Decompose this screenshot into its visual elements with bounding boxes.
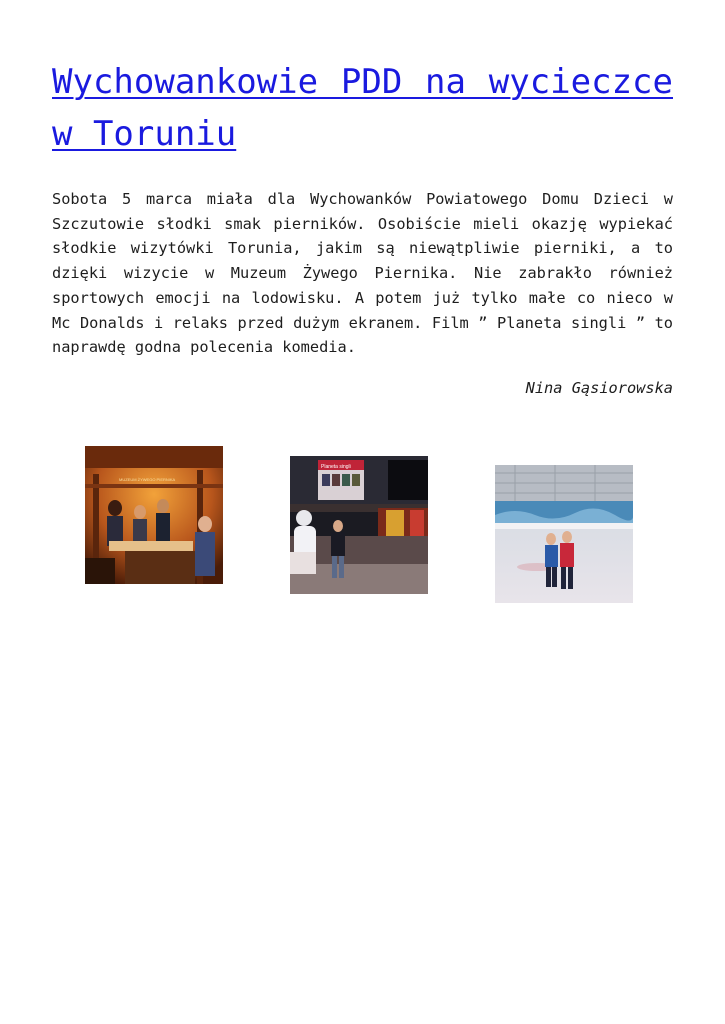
- gingerbread-museum-photo[interactable]: [85, 446, 223, 584]
- article-title-link[interactable]: Wychowankowie PDD na wycieczce w Toruniu: [52, 62, 673, 154]
- article-author: Nina Gąsiorowska: [525, 379, 673, 397]
- page-title: [52, 56, 673, 160]
- article-body: Sobota 5 marca miała dla Wychowanków Powiatowego Domu Dzieci w Szczutowie słodki smak pierników. Osobiście mieli okazję wypiekać słodkie wizytówki Torunia, jakim są niewątpliwie pierniki, a to dzięki wizycie w Muzeum Żywego Piernika. Nie zabrakło również sportowych emocji na lodowisku. A potem już tylko małe co nieco w Mc Donalds i relaks przed dużym ekranem. Film ” Planeta singli ” to naprawdę godna polecenia komedia.: [52, 190, 673, 357]
- cinema-lobby-photo[interactable]: [290, 456, 428, 594]
- cinema-poster-text: Planeta singli: [321, 464, 351, 470]
- ice-rink-photo[interactable]: [495, 465, 633, 603]
- museum-sign: MUZEUM ŻYWEGO PIERNIKA: [119, 477, 176, 482]
